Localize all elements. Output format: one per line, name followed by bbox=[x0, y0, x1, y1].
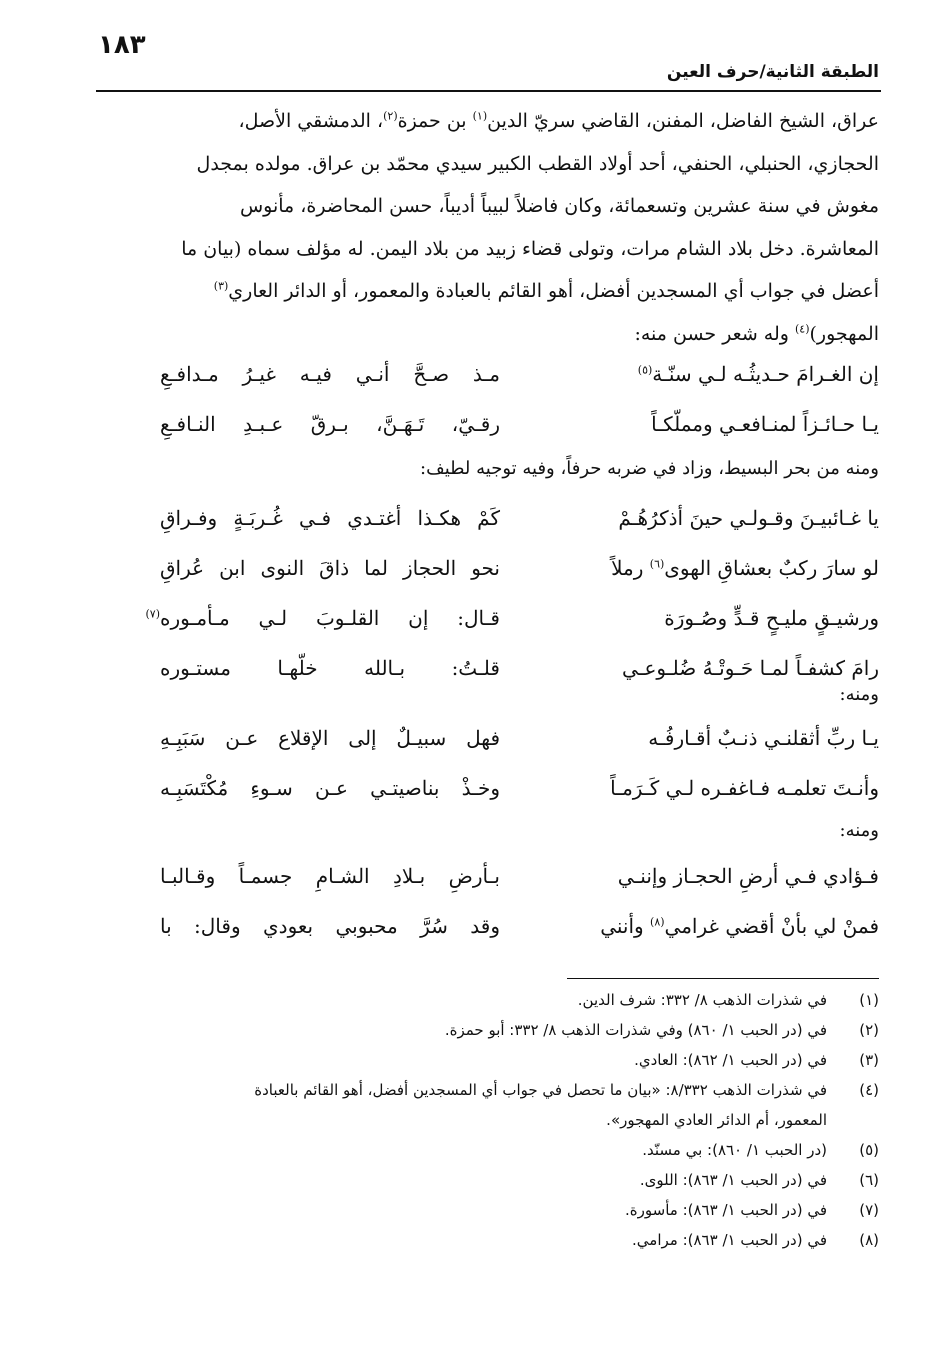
verse-line bbox=[120, 720, 879, 770]
body-line: المعاشرة. دخل بلاد الشام مرات، وتولى قضاء زبيد من بلاد اليمن. له مؤلف سماه (بيان ما bbox=[181, 237, 879, 260]
second-hemistich: رقـيّ، تَـهَـنَّ، بـرقّ عـبـدِ النـافـعِ bbox=[160, 412, 500, 436]
second-hemistich: وخـذْ بناصيتـي عـن سـوءِ مُكْتَسَبِـه bbox=[160, 776, 500, 800]
footnote-rule bbox=[567, 978, 879, 979]
page-number: ١٨٣ bbox=[98, 30, 146, 60]
footnote-ref: (٢) bbox=[383, 109, 398, 123]
footnote-text: في (در الحبب ١/ ٨٦٣): اللوى. bbox=[639, 1171, 827, 1189]
running-head: الطبقة الثانية/حرف العين bbox=[666, 62, 879, 82]
body-line: المهجور)$^{(٤)}$ وله شعر حسن منه: bbox=[634, 322, 879, 345]
first-hemistich: وأنـتَ تعلمـه فـاغفـره لـي كَـرَمـاً bbox=[610, 776, 879, 800]
footnote bbox=[88, 1045, 879, 1075]
footnote-number: (٣) bbox=[859, 1051, 879, 1069]
footnote bbox=[88, 1135, 879, 1165]
poem-block bbox=[120, 500, 879, 700]
first-hemistich: لو سارَ ركبٌ بعشاقِ الهوى$^{(٦)}$ رملاً bbox=[611, 556, 879, 580]
first-hemistich: يـا ربِّ أثقلنـي ذنـبٌ أقـارفُـه bbox=[648, 726, 879, 750]
verse-line bbox=[120, 356, 879, 406]
footnote-ref: (٤) bbox=[795, 322, 810, 336]
poem-block bbox=[120, 720, 879, 820]
footnote bbox=[88, 1195, 879, 1225]
body-line: عراق، الشيخ الفاضل، المفنن، القاضي سريّ الدين$^{(١)}$ بن حمزة$^{(٢)}$، الدمشقي الأصل، bbox=[238, 109, 879, 132]
first-hemistich: فـؤادي فـي أرضِ الحجـاز وإننـي bbox=[617, 864, 879, 888]
verse-line bbox=[120, 600, 879, 650]
first-hemistich: رامَ كشفـاً لمـا حَـوتْـهُ ضُلـوعـي bbox=[621, 656, 879, 680]
footnote-text: في شذرات الذهب ٨/٣٣٢: «بيان ما تحصل في جواب أي المسجدين أفضل، أهو القائم بالعبادة bbox=[254, 1081, 827, 1099]
footnote-text: في (در الحبب ١/ ٨٦٣): مرامي. bbox=[632, 1231, 827, 1249]
footnote-number bbox=[827, 1105, 879, 1135]
footnote-number: (١) bbox=[859, 991, 879, 1009]
first-hemistich: إن الغـرامَ حـديثُـه لـي سنّـة$^{(٥)}$ bbox=[637, 362, 879, 386]
footnote-text: في (در الحبب ١/ ٨٦٠) وفي شذرات الذهب ٨/ ٣٣٢: أبو حمزة. bbox=[444, 1021, 827, 1039]
footnote bbox=[88, 1225, 879, 1255]
verse-line bbox=[120, 858, 879, 908]
footnote-text: في شذرات الذهب ٨/ ٣٣٢: شرف الدين. bbox=[577, 991, 827, 1009]
verse-line bbox=[120, 908, 879, 958]
first-hemistich: ورشيـقٍ مليـحٍ قـدٍّ وصُـورَة bbox=[664, 606, 879, 630]
footnote-number: (٥) bbox=[859, 1141, 879, 1159]
footnote-text: المعمور، أم الدائر العادي المهجور». bbox=[606, 1111, 827, 1129]
verse-line bbox=[120, 650, 879, 700]
footnote-number: (٦) bbox=[859, 1171, 879, 1189]
second-hemistich: قلـتُ: بـالله خلّهـا مستـوره bbox=[160, 656, 500, 680]
footnote-number: (٨) bbox=[859, 1231, 879, 1249]
second-hemistich: قـال: إن القلـوبَ لـي مـأمـوره$^{(٧)}$ bbox=[145, 606, 500, 630]
second-hemistich: مـذ صـحَّ أنـي فيـه غيـرُ مـدافـعِ bbox=[160, 362, 500, 386]
poem-block bbox=[120, 858, 879, 958]
second-hemistich: بـأرضِ بـلادِ الشـامِ جسمـاً وقـالبـا bbox=[160, 864, 500, 888]
verse-line bbox=[120, 500, 879, 550]
second-hemistich: نحو الحجاز لما ذاقَ النوى ابن عُراقِ bbox=[160, 556, 500, 580]
body-paragraph bbox=[100, 100, 879, 355]
second-hemistich: وقد سُرَّ محبوبي بعودي وقال: با bbox=[160, 914, 500, 938]
first-hemistich: يـا حـائـزاً لمنـافعـي ومملّكـاً bbox=[651, 412, 879, 436]
footnote-text: في (در الحبب ١/ ٨٦٢): العادي. bbox=[634, 1051, 827, 1069]
verse-line bbox=[120, 406, 879, 456]
footnote-text: في (در الحبب ١/ ٨٦٣): مأسورة. bbox=[625, 1201, 827, 1219]
footnote-number: (٧) bbox=[859, 1201, 879, 1219]
body-line: أعضل في جواب أي المسجدين أفضل، أهو القائم بالعبادة والمعمور، أو الدائر العاري$^{(٣)}$ bbox=[213, 279, 879, 302]
second-hemistich: كَمْ هكـذا أغتـدي فـي غُـربَـةٍ وفـراقِ bbox=[160, 506, 500, 530]
verse-line bbox=[120, 550, 879, 600]
body-line: مغوش في سنة عشرين وتسعمائة، وكان فاضلاً لبيباً أديباً، حسن المحاضرة، مأنوس bbox=[239, 195, 879, 217]
footnotes bbox=[88, 985, 879, 1255]
footnote-ref: (٣) bbox=[213, 279, 229, 293]
poem-intro: ومنه: bbox=[839, 820, 879, 841]
footnote-number: (٤) bbox=[859, 1081, 879, 1099]
footnote-text: (در الحبب ١/ ٨٦٠): بي مسنّد. bbox=[642, 1141, 827, 1159]
body-line: الحجازي، الحنبلي، الحنفي، أحد أولاد القطب الكبير سيدي محمّد بن عراق. مولده بمجدل bbox=[196, 152, 879, 175]
first-hemistich: يا غـائبيـنَ وقـولـي حينَ أذكرُهُـمْ bbox=[618, 506, 879, 530]
verse-line bbox=[120, 770, 879, 820]
footnote bbox=[88, 1105, 879, 1135]
poem-block bbox=[120, 356, 879, 456]
second-hemistich: فهل سبيـلٌ إلى الإقلاع عـن سَبَبِـهِ bbox=[160, 726, 500, 750]
first-hemistich: فمنْ لي بأنْ أقضي غرامي$^{(٨)}$ وأنني bbox=[600, 914, 879, 938]
footnote-number: (٢) bbox=[859, 1021, 879, 1039]
footnote-ref: (١) bbox=[472, 109, 488, 123]
poem-intro: ومنه من بحر البسيط، وزاد في ضربه حرفاً، وفيه توجيه لطيف: bbox=[420, 458, 879, 479]
footnote bbox=[88, 985, 879, 1015]
footnote bbox=[88, 1165, 879, 1195]
poem-intro: ومنه: bbox=[839, 684, 879, 705]
footnote bbox=[88, 1015, 879, 1045]
footnote bbox=[88, 1075, 879, 1105]
header-rule bbox=[96, 90, 881, 92]
